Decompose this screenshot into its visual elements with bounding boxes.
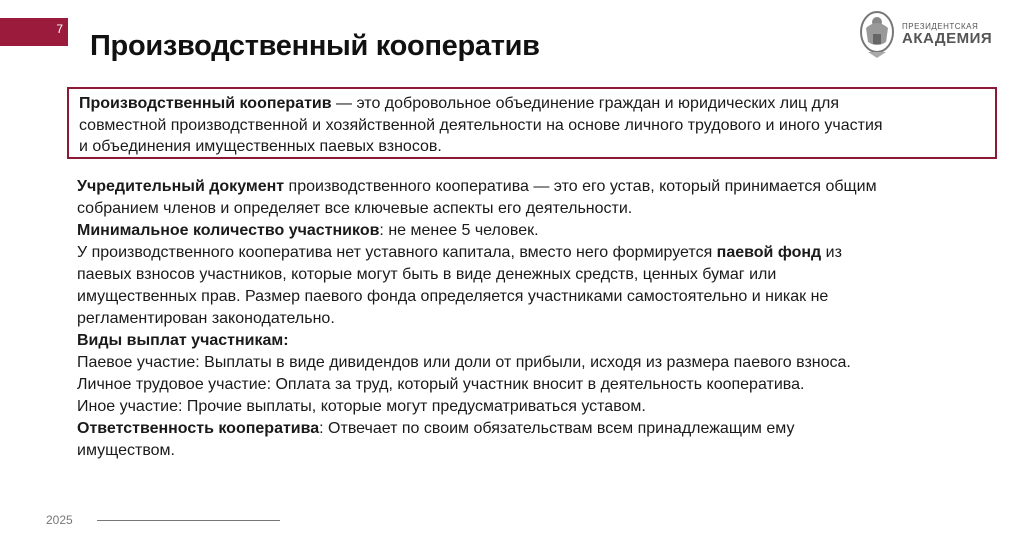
liability-line xyxy=(77,418,877,440)
liability-line: имуществом. xyxy=(77,442,175,459)
founding-line: собранием членов и определяет все ключевые аспекты его деятельности. xyxy=(77,200,633,217)
min-members-text: : не менее 5 человек. xyxy=(379,222,539,239)
liability-term: Ответственность кооператива xyxy=(77,420,320,437)
definition-line: совместной производственной и хозяйственной деятельности на основе личного трудового и иного участия xyxy=(79,116,883,134)
min-members-line xyxy=(77,220,877,242)
footer-year: 2025 xyxy=(46,513,73,527)
payout-item: Личное трудовое участие: Оплата за труд, который участник вносит в деятельность кооператива. xyxy=(77,376,805,393)
slide-number: 7 xyxy=(56,22,63,36)
logo-line1: ПРЕЗИДЕНТСКАЯ xyxy=(902,22,979,31)
fund-line: имущественных прав. Размер паевого фонда определяется участниками самостоятельно и никак не xyxy=(77,288,829,305)
academy-logo xyxy=(858,8,992,60)
fund-text: из xyxy=(821,244,842,261)
payout-item: Паевое участие: Выплаты в виде дивидендов или доли от прибыли, исходя из размера паевого взноса. xyxy=(77,354,851,371)
fund-line: паевых взносов участников, которые могут быть в виде денежных средств, ценных бумаг или xyxy=(77,266,777,283)
logo-line2: АКАДЕМИЯ xyxy=(902,30,993,47)
body-text xyxy=(77,176,877,462)
fund-term: паевой фонд xyxy=(716,244,822,261)
definition-box xyxy=(67,87,997,159)
definition-term: Производственный кооператив xyxy=(79,95,332,112)
emblem-icon xyxy=(858,8,896,60)
slide-number-badge xyxy=(0,18,68,46)
payout-item: Иное участие: Прочие выплаты, которые могут предусматриваться уставом. xyxy=(77,398,646,415)
fund-text: У производственного кооператива нет уставного капитала, вместо него формируется xyxy=(77,244,717,261)
slide-title: Производственный кооператив xyxy=(90,30,540,62)
definition-line: и объединения имущественных паевых взносов. xyxy=(79,138,442,155)
definition-text: — это добровольное объединение граждан и юридических лиц для xyxy=(331,95,839,112)
footer-divider xyxy=(97,520,280,521)
payouts-heading xyxy=(77,330,877,352)
definition-line xyxy=(79,93,985,115)
payouts-term: Виды выплат участникам: xyxy=(77,332,289,349)
liability-text: : Отвечает по своим обязательствам всем принадлежащим ему xyxy=(319,420,795,437)
founding-term: Учредительный документ xyxy=(77,178,285,195)
founding-line xyxy=(77,176,877,198)
fund-line xyxy=(77,242,877,264)
fund-line: регламентирован законодательно. xyxy=(77,310,335,327)
min-members-term: Минимальное количество участников xyxy=(77,222,380,239)
founding-text: производственного кооператива — это его устав, который принимается общим xyxy=(284,178,877,195)
